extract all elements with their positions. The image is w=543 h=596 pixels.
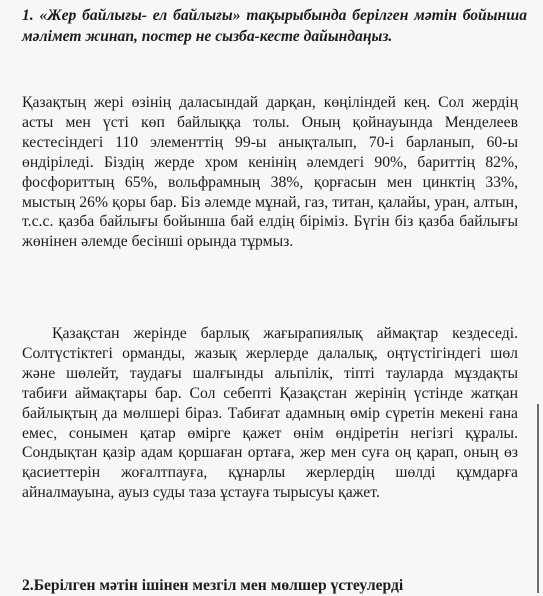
- task-1-heading: 1. «Жер байлығы- ел байлығы» тақырыбында берілген мәтін бойынша мәлімет жинап, постер не сызба-кесте дайындаңыз.: [22, 7, 527, 45]
- task-2-heading: 2.Берілген мәтін ішінен мезгіл мен мөлшер үстеулерді: [22, 577, 404, 594]
- scrollbar-line: [537, 404, 539, 593]
- paragraph-2: Қазақстан жерінде барлық жағырапиялық аймақтар кездеседі. Солтүстіктегі орманды, жазық жерлерде далалық, оңтүстігіндегі шөл және шөлейт, таудағы шалғынды альпілік, тіпті тауларда мұздақты табиғи аймақтары бар. Сол себепті Қазақстан жерінің үстінде жатқан байлықтың да мөлшері біраз. Табиғат адамның өмір сүретін мекені ғана емес, сонымен қатар өмірге қажет өнім өндіретін негізгі құралы. Сондықтан қазір адам қоршаған ортаға, жер мен суға оң қарап, оның өз қасиеттерін жоғалтпауға, құнарлы жерлердің шөлді құмдарға айналмауына, ауыз суды таза ұстауға тырысуы қажет.: [22, 325, 518, 502]
- paragraph-1: Қазақтың жері өзінің даласындай дарқан, көңіліндей кең. Сол жердің асты мен үсті көп байлыққа толы. Оның қойнауында Менделеев кестесіндегі 110 элементтің 99-ы анықталып, 70-і барланып, 60-ы өндіріледі. Біздің жерде хром кенінің әлемдегі 90%, бариттің 82%, фосфориттың 65%, вольфрамның 38%, қорғасын мен цинктің 33%, мыстың 26% қоры бар. Біз әлемде мұнай, газ, титан, қалайы, уран, алтын, т.с.с. қазба байлығы бойынша бай елдің біріміз. Бүгін біз қазба байлығы жөнінен әлемде бесінші орында тұрмыз.: [22, 94, 518, 251]
